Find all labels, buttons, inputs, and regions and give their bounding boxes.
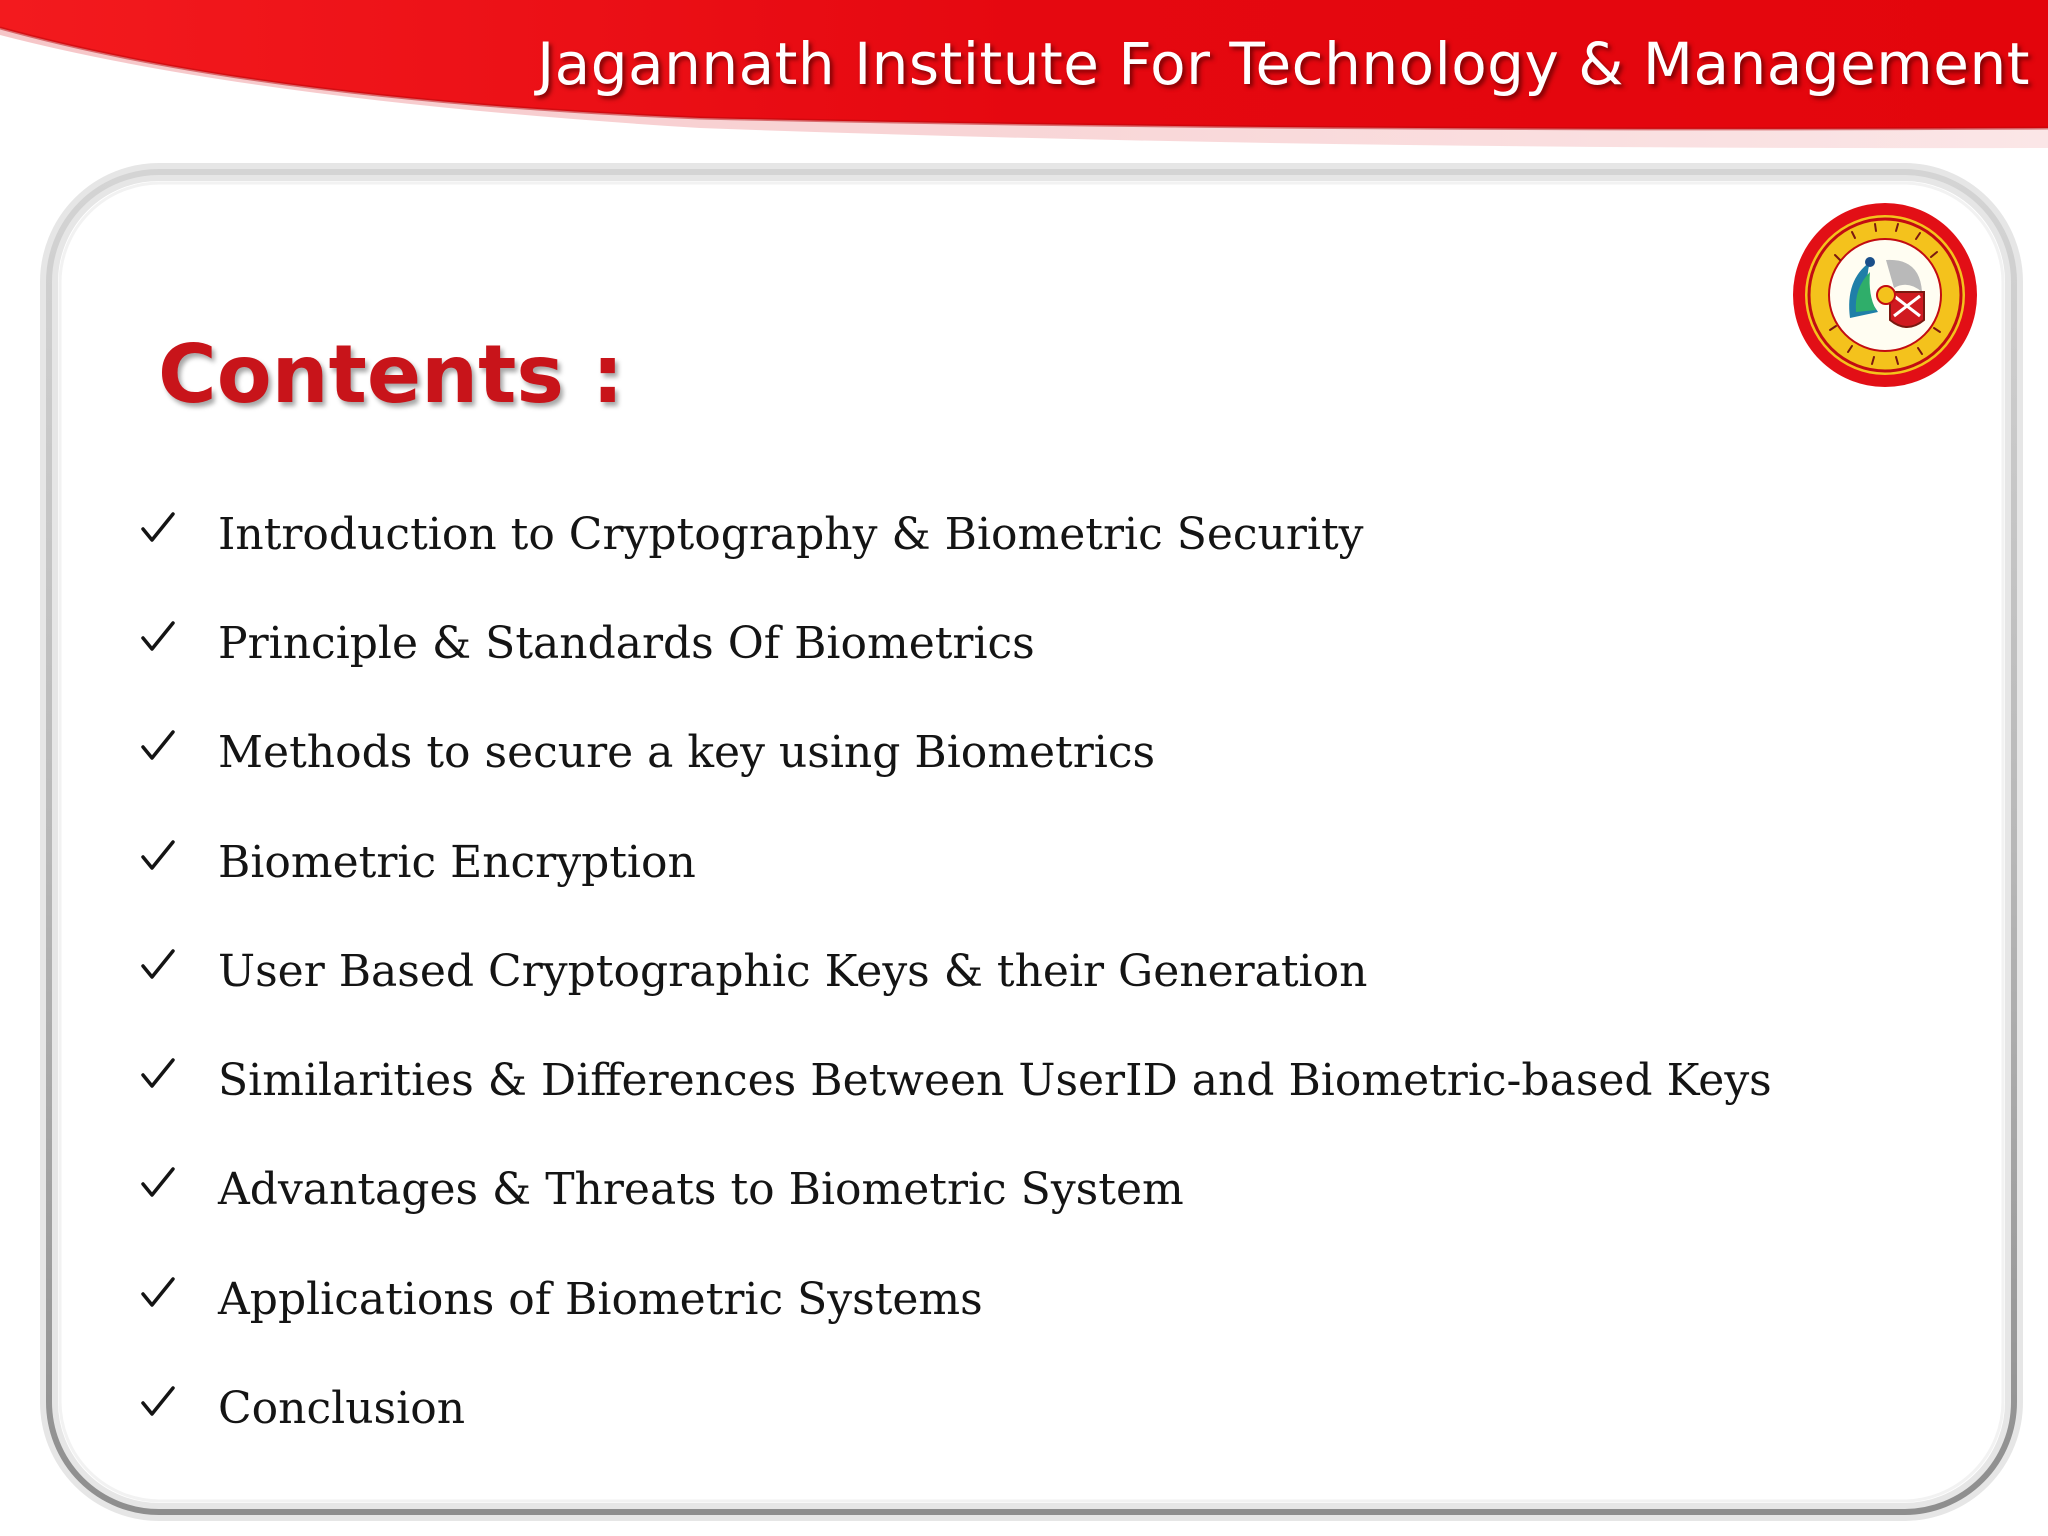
list-item-label: Applications of Biometric Systems	[218, 1273, 983, 1325]
institute-seal-icon	[1790, 200, 1980, 390]
list-item-label: Introduction to Cryptography & Biometric Security	[218, 508, 1364, 560]
checkmark-icon	[140, 947, 176, 983]
list-item	[140, 917, 1772, 1026]
institute-title: Jagannath Institute For Technology & Management	[537, 30, 2030, 98]
list-item-label: Conclusion	[218, 1383, 466, 1435]
page-title: Contents :	[158, 328, 624, 421]
checkmark-icon	[140, 1275, 176, 1311]
list-item-label: Methods to secure a key using Biometrics	[218, 727, 1156, 779]
checkmark-icon	[140, 1056, 176, 1092]
checkmark-icon	[140, 1165, 176, 1201]
checkmark-icon	[140, 838, 176, 874]
list-item-label: Principle & Standards Of Biometrics	[218, 617, 1035, 669]
list-item-label: Biometric Encryption	[218, 836, 696, 888]
list-item	[140, 1136, 1772, 1245]
list-item	[140, 1354, 1772, 1463]
checkmark-icon	[140, 1384, 176, 1420]
checkmark-icon	[140, 728, 176, 764]
list-item	[140, 480, 1772, 589]
contents-list	[140, 480, 1772, 1464]
list-item	[140, 808, 1772, 917]
list-item	[140, 589, 1772, 698]
checkmark-icon	[140, 619, 176, 655]
list-item	[140, 1026, 1772, 1135]
list-item	[140, 699, 1772, 808]
list-item-label: Similarities & Differences Between UserID and Biometric-based Keys	[218, 1055, 1772, 1107]
list-item	[140, 1245, 1772, 1354]
list-item-label: User Based Cryptographic Keys & their Generation	[218, 945, 1368, 997]
list-item-label: Advantages & Threats to Biometric System	[218, 1164, 1184, 1216]
checkmark-icon	[140, 510, 176, 546]
